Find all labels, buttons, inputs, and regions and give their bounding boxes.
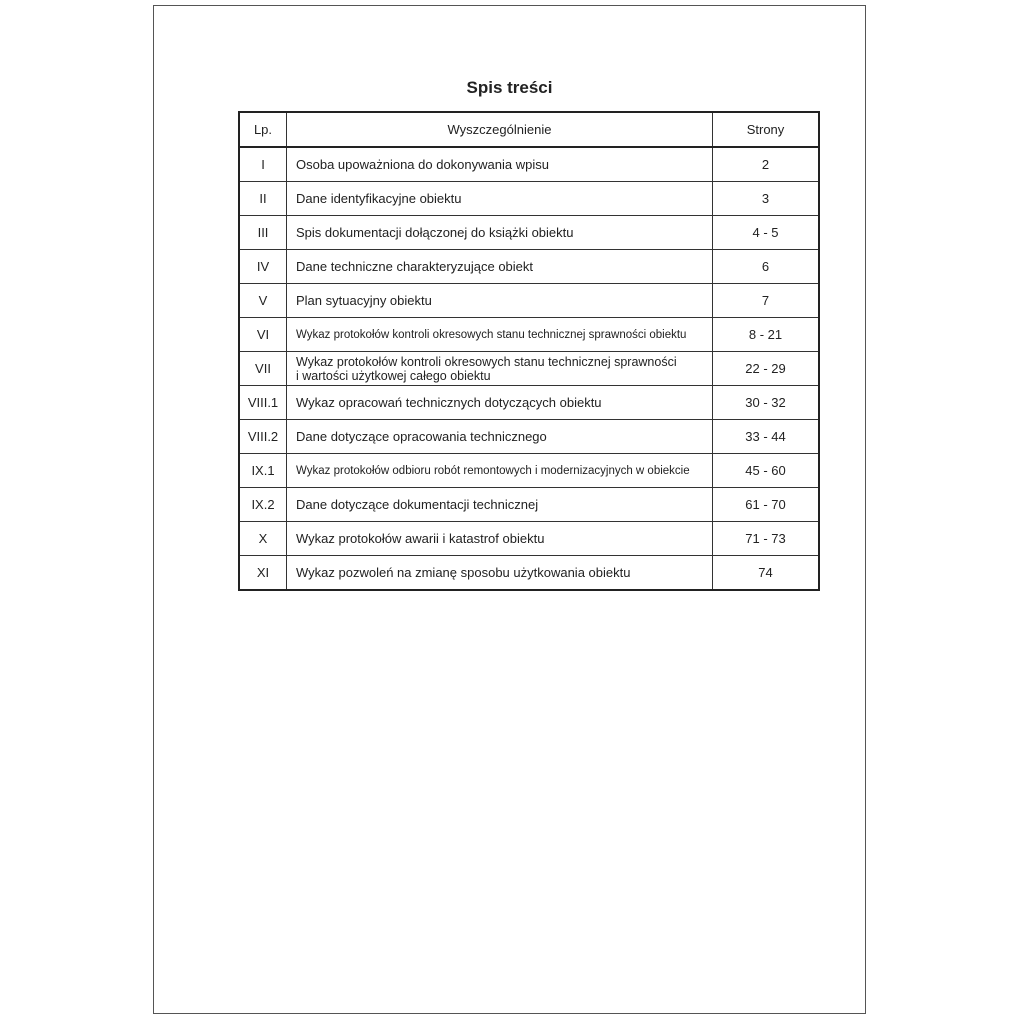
table-row: [239, 352, 819, 386]
row-lp: III: [239, 216, 287, 250]
table-row: [239, 250, 819, 284]
row-lp: VI: [239, 318, 287, 352]
row-description: Wykaz protokołów odbioru robót remontowych i modernizacyjnych w obiekcie: [287, 454, 713, 488]
row-description: Plan sytuacyjny obiektu: [287, 284, 713, 318]
table-row: [239, 386, 819, 420]
column-header-pages: Strony: [713, 112, 820, 147]
row-lp: V: [239, 284, 287, 318]
table-row: [239, 420, 819, 454]
row-description: Spis dokumentacji dołączonej do książki obiektu: [287, 216, 713, 250]
row-lp: VIII.2: [239, 420, 287, 454]
row-description: Osoba upoważniona do dokonywania wpisu: [287, 147, 713, 182]
row-pages: 8 - 21: [713, 318, 820, 352]
row-description: Dane dotyczące opracowania technicznego: [287, 420, 713, 454]
row-pages: 6: [713, 250, 820, 284]
row-description: Wykaz pozwoleń na zmianę sposobu użytkowania obiektu: [287, 556, 713, 591]
table-row: [239, 182, 819, 216]
row-lp: VIII.1: [239, 386, 287, 420]
table-row: [239, 284, 819, 318]
row-pages: 61 - 70: [713, 488, 820, 522]
row-lp: IX.2: [239, 488, 287, 522]
row-description: Wykaz protokołów awarii i katastrof obiektu: [287, 522, 713, 556]
row-description: Dane techniczne charakteryzujące obiekt: [287, 250, 713, 284]
row-lp: IX.1: [239, 454, 287, 488]
row-lp: X: [239, 522, 287, 556]
row-pages: 4 - 5: [713, 216, 820, 250]
row-pages: 7: [713, 284, 820, 318]
row-pages: 71 - 73: [713, 522, 820, 556]
row-description: Dane identyfikacyjne obiektu: [287, 182, 713, 216]
table-header-row: [239, 112, 819, 147]
row-lp: XI: [239, 556, 287, 591]
table-row: [239, 454, 819, 488]
row-lp: II: [239, 182, 287, 216]
row-pages: 3: [713, 182, 820, 216]
row-description-line-2: i wartości użytkowej całego obiektu: [296, 368, 491, 383]
column-header-lp: Lp.: [239, 112, 287, 147]
row-lp: IV: [239, 250, 287, 284]
table-row: [239, 216, 819, 250]
row-description: Wykaz protokołów kontroli okresowych stanu technicznej sprawności obiektu: [287, 318, 713, 352]
row-pages: 74: [713, 556, 820, 591]
row-pages: 22 - 29: [713, 352, 820, 386]
table-row: [239, 147, 819, 182]
document-page: [153, 5, 866, 1014]
row-description: Wykaz opracowań technicznych dotyczących obiektu: [287, 386, 713, 420]
row-description: [287, 352, 713, 386]
row-description: Dane dotyczące dokumentacji technicznej: [287, 488, 713, 522]
table-row: [239, 488, 819, 522]
row-lp: VII: [239, 352, 287, 386]
row-description-line-1: Wykaz protokołów kontroli okresowych stanu technicznej sprawności: [296, 354, 677, 369]
toc-table: [238, 111, 820, 591]
table-row: [239, 556, 819, 591]
row-pages: 33 - 44: [713, 420, 820, 454]
table-row: [239, 318, 819, 352]
column-header-description: Wyszczególnienie: [287, 112, 713, 147]
row-lp: I: [239, 147, 287, 182]
row-pages: 30 - 32: [713, 386, 820, 420]
table-row: [239, 522, 819, 556]
page-title: Spis treści: [466, 78, 553, 97]
row-pages: 2: [713, 147, 820, 182]
row-pages: 45 - 60: [713, 454, 820, 488]
